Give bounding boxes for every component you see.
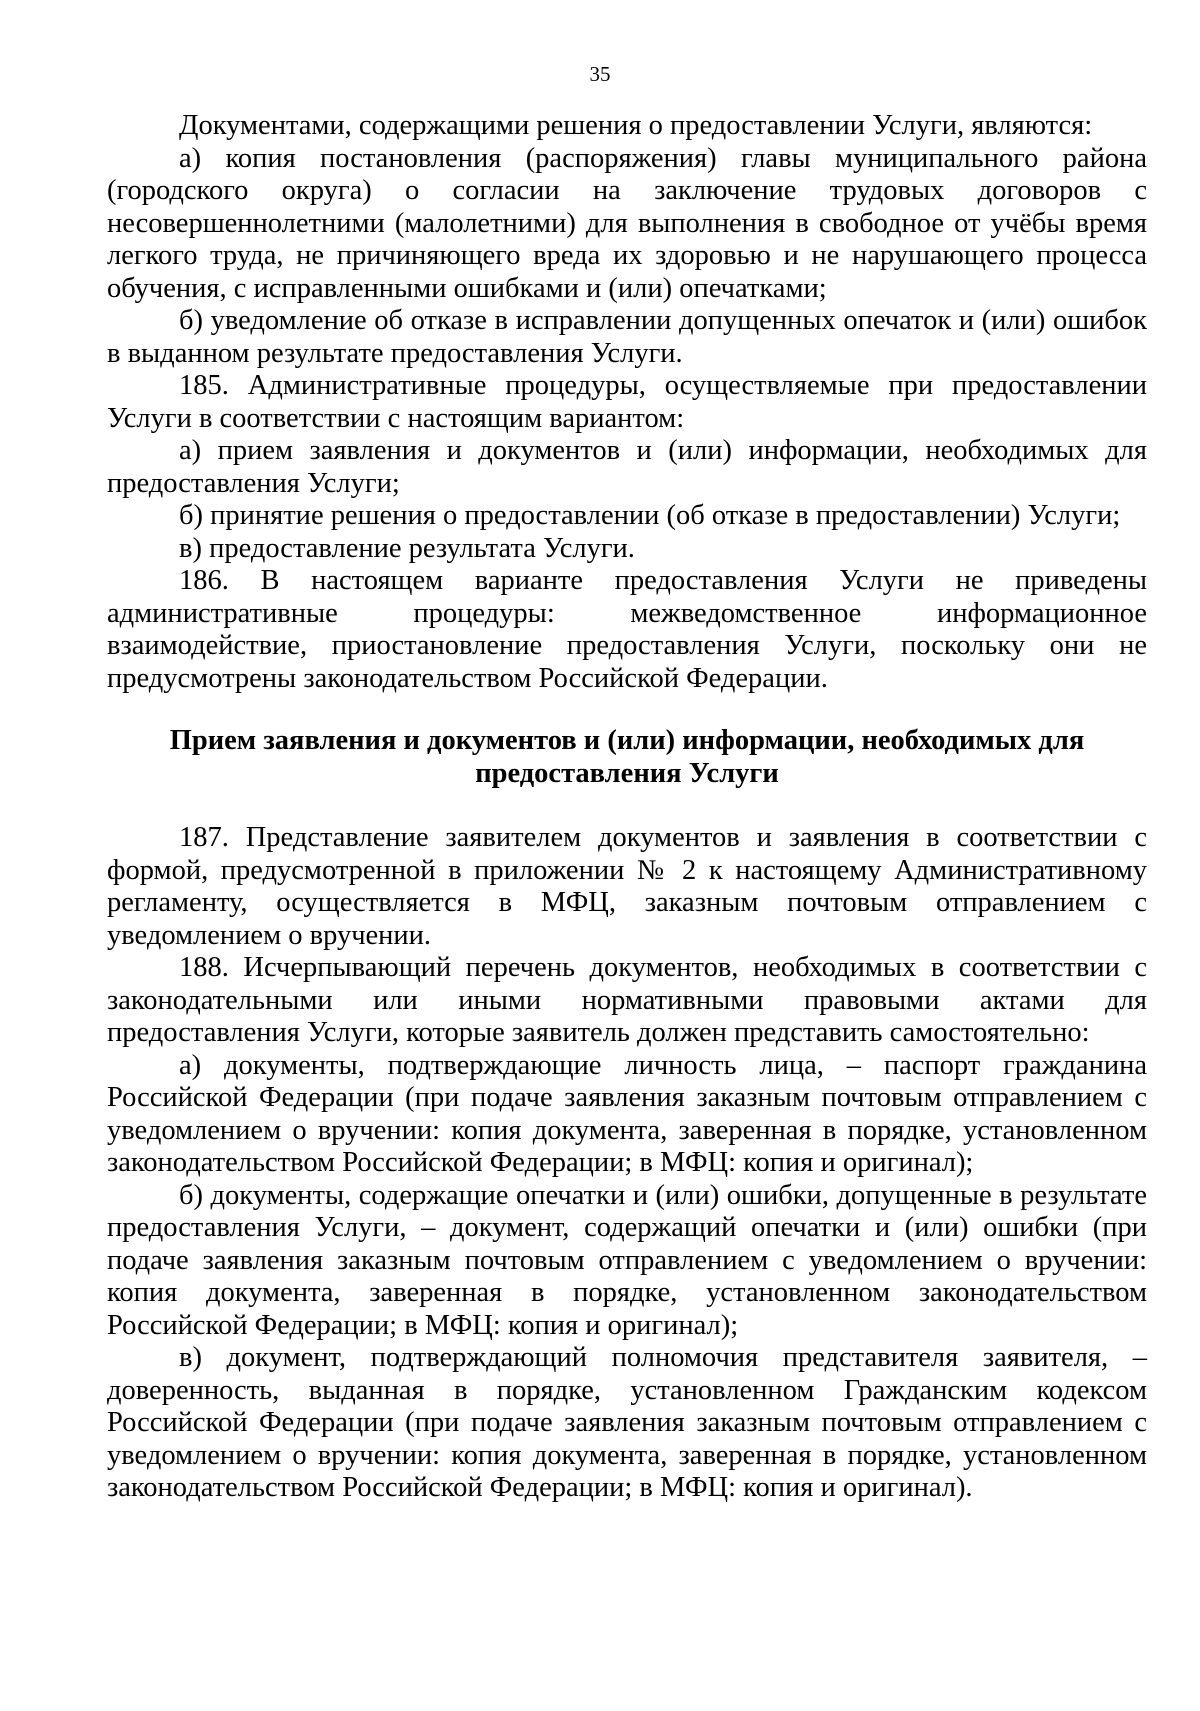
paragraph-186: 186. В настоящем варианте предоставления Услуги не приведены административные процедуры: межведомственное информационное взаимодействие, приостановление предоставления Услуги, поскольку они не предусмотрены законодательством Российской Федерации. bbox=[107, 565, 1147, 694]
paragraph-188-a: а) документы, подтверждающие личность лица, – паспорт гражданина Российской Федерации (при подаче заявления заказным почтовым отправлением с уведомлением о вручении: копия документа, заверенная в порядке, установленном законодательством Российской Федерации; в МФЦ: копия и оригинал); bbox=[107, 1049, 1147, 1178]
paragraph-185: 185. Административные процедуры, осуществляемые при предоставлении Услуги в соответствии с настоящим вариантом: bbox=[107, 370, 1147, 434]
paragraph-185-b: б) принятие решения о предоставлении (об отказе в предоставлении) Услуги; bbox=[179, 500, 1121, 531]
paragraph-185-a: а) прием заявления и документов и (или) информации, необходимых для предоставления Услуги; bbox=[107, 435, 1147, 499]
paragraph-185-c: в) предоставление результата Услуги. bbox=[179, 532, 635, 564]
section-heading: Прием заявления и документов и (или) информации, необходимых для предоставления Услуги bbox=[169, 725, 1085, 789]
document-body bbox=[107, 110, 1147, 1505]
paragraph-188-c: в) документ, подтверждающий полномочия представителя заявителя, – доверенность, выданная в порядке, установленном Гражданским кодексом Российской Федерации (при подаче заявления заказным почтовым отправлением с уведомлением о вручении: копия документа, заверенная в порядке, установленном законодательством Российской Федерации; в МФЦ: копия и оригинал). bbox=[107, 1342, 1147, 1503]
page-number: 35 bbox=[589, 62, 611, 86]
paragraph-188-b: б) документы, содержащие опечатки и (или) ошибки, допущенные в результате предоставления Услуги, – документ, содержащий опечатки и (или) ошибки (при подаче заявления заказным почтовым отправлением с уведомлением о вручении: копия документа, заверенная в порядке, установленном законодательством Российской Федерации; в МФЦ: копия и оригинал); bbox=[107, 1179, 1147, 1341]
paragraph-item-b: б) уведомление об отказе в исправлении допущенных опечаток и (или) ошибок в выданном результате предоставления Услуги. bbox=[107, 305, 1147, 369]
paragraph-188: 188. Исчерпывающий перечень документов, необходимых в соответствии с законодательными или иными нормативными правовыми актами для предоставления Услуги, которые заявитель должен представить самостоятельно: bbox=[107, 952, 1147, 1048]
paragraph-intro: Документами, содержащими решения о предоставлении Услуги, являются: bbox=[179, 110, 1093, 141]
paragraph-187: 187. Представление заявителем документов и заявления в соответствии с формой, предусмотренной в приложении № 2 к настоящему Административному регламенту, осуществляется в МФЦ, заказным почтовым отправлением с уведомлением о вручении. bbox=[107, 822, 1147, 951]
paragraph-item-a: а) копия постановления (распоряжения) главы муниципального района (городского округа) о согласии на заключение трудовых договоров с несовершеннолетними (малолетними) для выполнения в свободное от учёбы время легкого труда, не причиняющего вреда их здоровью и не нарушающего процесса обучения, с исправленными ошибками и (или) опечатками; bbox=[107, 142, 1147, 304]
